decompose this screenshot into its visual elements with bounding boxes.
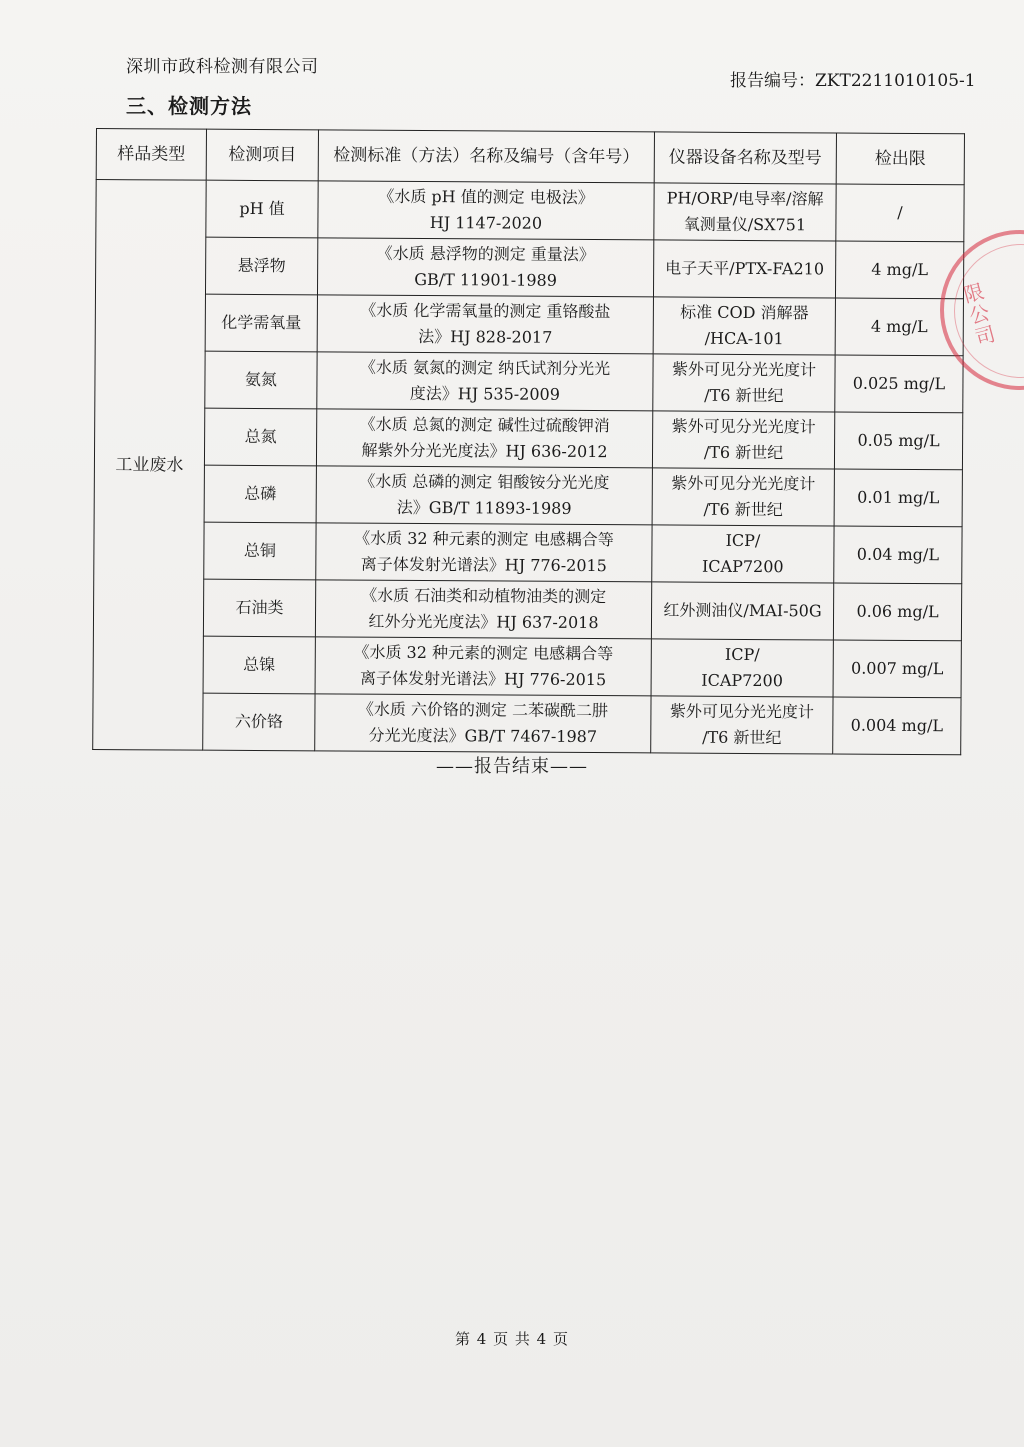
standard-line-2: 法》GB/T 11893-1989: [396, 497, 572, 518]
standard-line-1: 《水质 pH 值的测定 电极法》: [378, 186, 594, 208]
instrument-line-1: ICP/: [724, 644, 760, 665]
standard-cell: [315, 637, 651, 696]
instrument-line-1: 紫外可见分光光度计: [671, 359, 817, 380]
standard-line-1: 《水质 总氮的测定 碱性过硫酸钾消: [359, 414, 610, 436]
column-header-sample-type: 样品类型: [96, 129, 206, 181]
methods-table-wrapper: [92, 128, 964, 755]
detection-limit-cell: 0.05 mg/L: [834, 412, 962, 470]
test-item-cell: 悬浮物: [205, 237, 317, 295]
standard-line-1: 《水质 六价铬的测定 二苯碳酰二肼: [357, 699, 609, 721]
table-header-row: [96, 129, 964, 185]
instrument-cell: [651, 696, 833, 754]
standard-cell: [318, 181, 654, 240]
instrument-line-2: /T6 新世纪: [702, 727, 782, 748]
standard-cell: [315, 580, 651, 639]
test-item-cell: 化学需氧量: [205, 294, 317, 352]
instrument-line-1: 电子天平/PTX-FA210: [665, 258, 825, 279]
standard-line-2: 解紫外分光光度法》HJ 636-2012: [361, 440, 608, 462]
instrument-line-2: /T6 新世纪: [703, 499, 783, 520]
standard-line-1: 《水质 总磷的测定 钼酸铵分光光度: [359, 471, 610, 493]
instrument-line-1: 紫外可见分光光度计: [671, 416, 816, 437]
table-row: [95, 293, 963, 355]
standard-cell: [317, 238, 653, 297]
column-header-standard: 检测标准（方法）名称及编号（含年号）: [318, 130, 654, 183]
test-item-cell: pH 值: [206, 180, 318, 238]
standard-line-1: 《水质 化学需氧量的测定 重铬酸盐: [360, 300, 611, 322]
section-title: 三、检测方法: [126, 94, 252, 118]
standard-cell: [316, 523, 652, 582]
standard-cell: [315, 694, 651, 753]
standard-line-2: 分光光度法》GB/T 7467-1987: [368, 725, 598, 747]
standard-line-2: 离子体发射光谱法》HJ 776-2015: [360, 668, 607, 690]
standard-line-2: GB/T 11901-1989: [414, 269, 557, 290]
detection-limit-cell: 4 mg/L: [835, 241, 963, 299]
standard-line-2: 离子体发射光谱法》HJ 776-2015: [360, 554, 607, 576]
column-header-detection-limit: 检出限: [836, 133, 964, 185]
table-row: [95, 237, 963, 299]
table-row: [93, 692, 961, 754]
instrument-cell: [651, 639, 833, 697]
instrument-cell: [654, 183, 836, 241]
test-item-cell: 石油类: [203, 579, 315, 637]
instrument-line-2: /T6 新世纪: [703, 442, 784, 463]
standard-line-2: 红外分光光度法》HJ 637-2018: [368, 611, 599, 633]
instrument-cell: [652, 411, 834, 469]
company-name: 深圳市政科检测有限公司: [126, 57, 319, 77]
standard-line-1: 《水质 氨氮的测定 纳氏试剂分光光: [359, 357, 611, 379]
table-row: [96, 180, 964, 242]
report-number: 报告编号：ZKT2211010105-1: [730, 71, 976, 91]
instrument-cell: [652, 468, 834, 526]
instrument-line-1: ICP/: [725, 530, 761, 551]
instrument-line-1: 标准 COD 消解器: [680, 302, 809, 323]
instrument-line-2: ICAP7200: [701, 670, 783, 691]
instrument-cell: [653, 240, 835, 298]
standard-line-1: 《水质 32 种元素的测定 电感耦合等: [354, 528, 614, 550]
instrument-line-2: 氧测量仪/SX751: [683, 214, 807, 235]
instrument-line-2: ICAP7200: [701, 556, 784, 577]
sample-type-cell: 工业废水: [93, 180, 206, 751]
instrument-cell: [651, 582, 833, 640]
column-header-instrument: 仪器设备名称及型号: [654, 132, 836, 184]
test-item-cell: 总氮: [204, 408, 316, 466]
methods-table: [92, 128, 965, 755]
standard-cell: [316, 409, 652, 468]
detection-limit-cell: 0.04 mg/L: [834, 526, 962, 584]
table-row: [95, 350, 963, 412]
instrument-line-1: PH/ORP/电导率/溶解: [666, 188, 824, 209]
table-row: [93, 635, 961, 697]
instrument-line-1: 紫外可见分光光度计: [671, 473, 816, 494]
instrument-cell: [652, 525, 834, 583]
instrument-line-1: 紫外可见分光光度计: [669, 701, 815, 722]
standard-cell: [316, 466, 652, 525]
instrument-cell: [653, 354, 835, 412]
table-row: [94, 407, 962, 469]
test-item-cell: 六价铬: [203, 693, 315, 751]
test-item-cell: 总磷: [204, 465, 316, 523]
detection-limit-cell: 0.007 mg/L: [833, 640, 961, 698]
standard-cell: [317, 352, 653, 411]
seal-text: 限公司: [957, 280, 999, 351]
instrument-line-2: /HCA-101: [704, 328, 784, 349]
standard-line-2: 法》HJ 828-2017: [418, 326, 553, 347]
column-header-test-item: 检测项目: [206, 129, 318, 181]
instrument-line-2: /T6 新世纪: [704, 385, 784, 406]
detection-limit-cell: 0.06 mg/L: [833, 583, 961, 641]
table-row: [94, 521, 962, 583]
detection-limit-cell: 0.01 mg/L: [834, 469, 962, 527]
detection-limit-cell: 0.004 mg/L: [833, 697, 961, 755]
test-item-cell: 总镍: [203, 636, 315, 694]
test-item-cell: 氨氮: [205, 351, 317, 409]
standard-line-2: HJ 1147-2020: [429, 213, 543, 233]
detection-limit-cell: /: [836, 184, 964, 242]
instrument-line-1: 红外测油仪/MAI-50G: [663, 600, 822, 621]
table-row: [94, 464, 962, 526]
standard-line-2: 度法》HJ 535-2009: [409, 383, 561, 404]
page-number: 第 4 页 共 4 页: [455, 1330, 569, 1348]
detection-limit-cell: 4 mg/L: [835, 298, 963, 356]
report-end-mark: ——报告结束——: [436, 756, 588, 777]
table-row: [93, 578, 961, 640]
standard-line-1: 《水质 石油类和动植物油类的测定: [361, 585, 607, 607]
standard-cell: [317, 295, 653, 354]
instrument-cell: [653, 297, 835, 355]
standard-line-1: 《水质 32 种元素的测定 电感耦合等: [353, 642, 614, 664]
standard-line-1: 《水质 悬浮物的测定 重量法》: [376, 243, 595, 265]
test-item-cell: 总铜: [204, 522, 316, 580]
detection-limit-cell: 0.025 mg/L: [835, 355, 963, 413]
